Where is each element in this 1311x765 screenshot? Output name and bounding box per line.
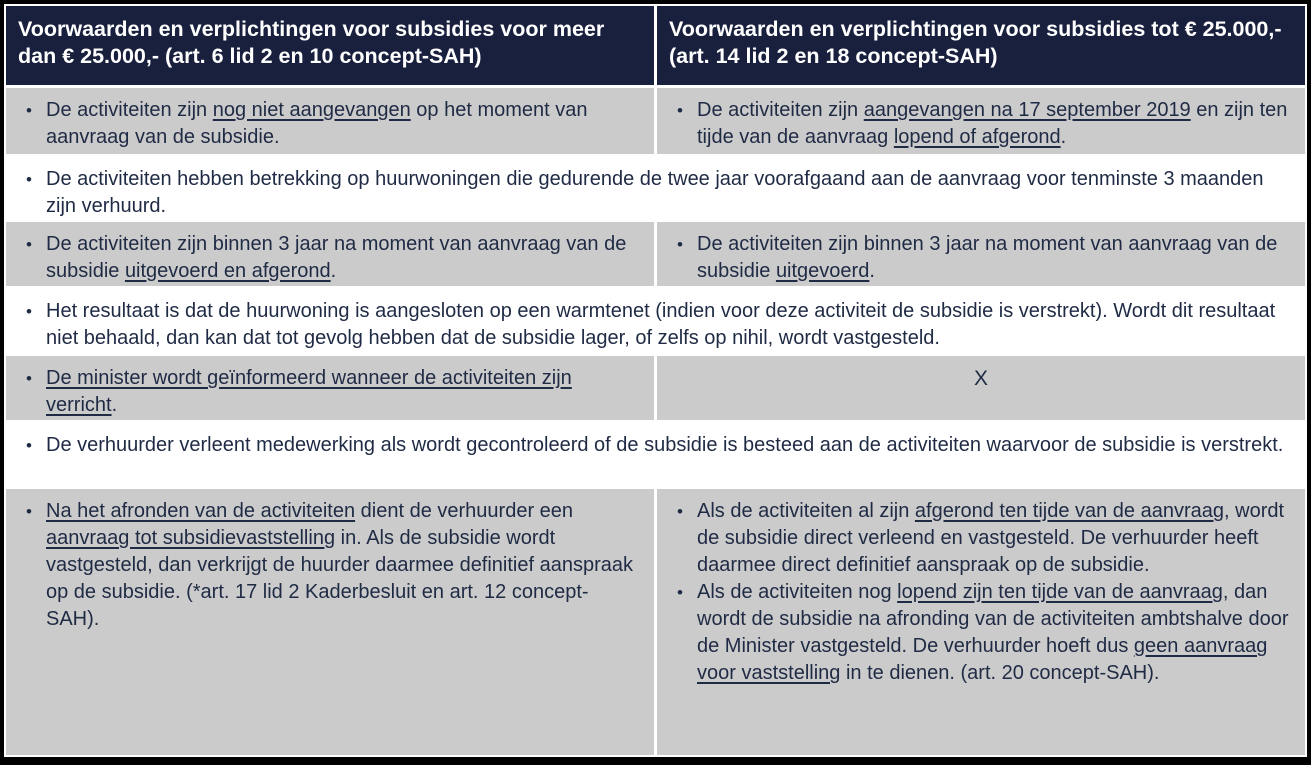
bullet-icon: • xyxy=(26,369,32,388)
condition-text: De minister wordt geïnformeerd wanneer de activiteiten zijn verricht. xyxy=(46,367,572,416)
cell-r5-left xyxy=(6,356,654,420)
bullet-icon: • xyxy=(677,502,683,521)
list-item xyxy=(12,298,1291,352)
list-item xyxy=(12,231,640,285)
cell-r3-right xyxy=(657,222,1305,286)
cell-r4-span xyxy=(6,289,1305,353)
bullet-icon: • xyxy=(26,101,32,120)
cell-r2-span xyxy=(6,157,1305,219)
list-item xyxy=(663,579,1291,687)
header-cell-over-25000: Voorwaarden en verplichtingen voor subsidies voor meer dan € 25.000,- (art. 6 lid 2 en 10 concept-SAH) xyxy=(6,6,654,85)
condition-text: De activiteiten zijn nog niet aangevangen op het moment van aanvraag van de subsidie. xyxy=(46,99,588,148)
list-item xyxy=(663,231,1291,285)
header-cell-under-25000: Voorwaarden en verplichtingen voor subsidies tot € 25.000,- (art. 14 lid 2 en 18 concept-SAH) xyxy=(657,6,1305,85)
condition-text: De activiteiten hebben betrekking op huurwoningen die gedurende de twee jaar voorafgaand aan de aanvraag voor tenminste 3 maanden zijn verhuurd. xyxy=(46,168,1264,217)
list-item xyxy=(12,97,640,151)
condition-text: Als de activiteiten nog lopend zijn ten tijde van de aanvraag, dan wordt de subsidie na afronding van de activiteiten ambtshalve door de Minister vastgesteld. De verhuurder hoeft dus geen aanvraag voor vaststelling in te dienen. (art. 20 concept-SAH). xyxy=(697,581,1289,684)
list-item xyxy=(663,97,1291,151)
bullet-icon: • xyxy=(26,302,32,321)
bullet-icon: • xyxy=(26,436,32,455)
list-item xyxy=(12,498,640,633)
subsidy-conditions-table xyxy=(4,4,1307,757)
condition-text: Na het afronden van de activiteiten dient de verhuurder een aanvraag tot subsidievaststelling in. Als de subsidie wordt vastgesteld, dan verkrijgt de huurder daarmee definitief aanspraak op de subsidie. (*art. 17 lid 2 Kaderbesluit en art. 12 concept-SAH). xyxy=(46,500,634,630)
condition-text: Als de activiteiten al zijn afgerond ten tijde van de aanvraag, wordt de subsidie direct verleend en vastgesteld. De verhuurder heeft daarmee direct definitief aanspraak op de subsidie. xyxy=(697,500,1285,576)
bullet-icon: • xyxy=(677,235,683,254)
list-item xyxy=(663,498,1291,579)
condition-text: Het resultaat is dat de huurwoning is aangesloten op een warmtenet (indien voor deze activiteit de subsidie is verstrekt). Wordt dit resultaat niet behaald, dan kan dat tot gevolg hebben dat de subsidie lager, of zelfs op nihil, wordt vastgesteld. xyxy=(46,300,1276,349)
condition-text: De activiteiten zijn binnen 3 jaar na moment van aanvraag van de subsidie uitgevoerd. xyxy=(697,233,1278,282)
list-item xyxy=(12,365,640,419)
list-item xyxy=(12,432,1291,459)
cell-r7-right xyxy=(657,489,1305,755)
cell-r6-span xyxy=(6,423,1305,486)
cell-r5-right-not-applicable: X xyxy=(657,356,1305,420)
condition-text: De activiteiten zijn aangevangen na 17 september 2019 en zijn ten tijde van de aanvraag lopend of afgerond. xyxy=(697,99,1288,148)
condition-text: De verhuurder verleent medewerking als wordt gecontroleerd of de subsidie is besteed aan de activiteiten waarvoor de subsidie is verstrekt. xyxy=(46,434,1284,456)
bullet-icon: • xyxy=(26,235,32,254)
table-grid xyxy=(6,6,1305,755)
condition-text: De activiteiten zijn binnen 3 jaar na moment van aanvraag van de subsidie uitgevoerd en afgerond. xyxy=(46,233,627,282)
bullet-icon: • xyxy=(677,583,683,602)
cell-r7-left xyxy=(6,489,654,755)
cell-r1-left xyxy=(6,88,654,154)
cell-r3-left xyxy=(6,222,654,286)
cell-r1-right xyxy=(657,88,1305,154)
bullet-icon: • xyxy=(26,170,32,189)
list-item xyxy=(12,166,1291,219)
bullet-icon: • xyxy=(26,502,32,521)
bullet-icon: • xyxy=(677,101,683,120)
